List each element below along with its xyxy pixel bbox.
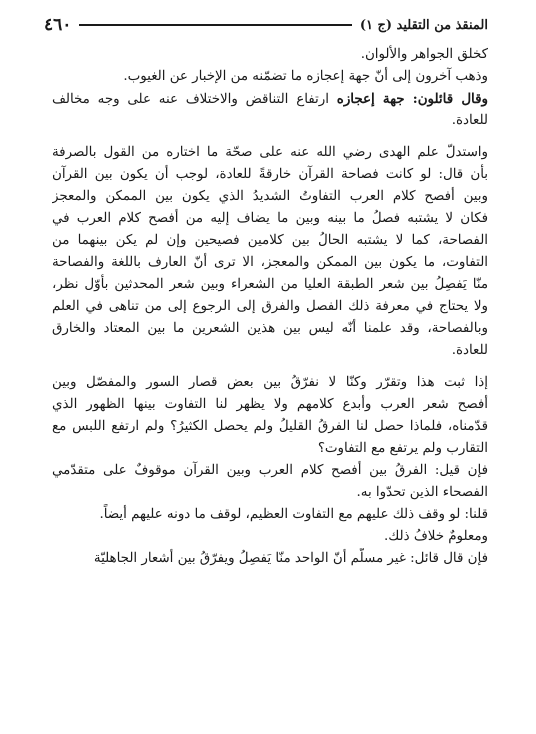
text-line: واستدلّ علم الهدى رضي الله عنه على صحّة ما اختاره من القول بالصرفة	[52, 145, 488, 160]
text-line: للعادة.	[451, 113, 488, 128]
text-line: ولا يحتاج في معرفة ذلك الفصل والفرق إلى الرجوع إلى من تناهى في العلم	[52, 299, 488, 314]
text-line: الفصحاء الذين تحدّوا به.	[356, 485, 488, 500]
page-number: ٤٦٠	[44, 15, 72, 35]
text-line: التقارب ولم يرتفع مع التفاوت؟	[317, 441, 488, 456]
text-line: التفاوت، ما يكون بين الممكن والمعجز، الا ترى أنّ العارف باللغة والفصاحة	[52, 255, 488, 270]
paragraph	[52, 504, 488, 548]
text-line: قدّمناه، فلماذا حصل لنا الفرقُ القليلُ ولم يحصل الكثيرُ؟ ولم ارتفع اللبس مع	[52, 419, 488, 434]
text-line: وبين أفصح كلام العرب التفاوتُ الشديدُ الذي يكون بين الممكن والمعجز	[52, 189, 488, 204]
text-line: وبالفصاحة، وقد علمنا أنّه ليس بين هذين الشعرين ما بين المعتاد والخارق	[52, 321, 488, 336]
paragraph-gap	[52, 362, 488, 372]
text-line: للعادة.	[451, 343, 488, 358]
running-title: المنقذ من التقليد (ج ١)	[359, 17, 488, 33]
text-line: فكان لا يشتبه فصلُ ما بينه وبين ما يضاف إليه من أفصح كلام العرب في	[52, 211, 488, 226]
text-line: ومعلومٌ خلافُ ذلك.	[384, 529, 488, 544]
text-line: أفصح شعر العرب وأبدع كلامهم ولا يظهر لنا التفاوت بينها الظهور الذي	[52, 397, 488, 412]
paragraph	[52, 66, 488, 88]
text-line: قلنا: لو وقف ذلك عليهم مع التفاوت العظيم، لوقف ما دونه عليهم أيضاً.	[99, 507, 488, 522]
header-rule	[79, 24, 351, 26]
paragraph	[52, 88, 488, 132]
page-body	[52, 44, 488, 728]
text-line: منّا يَفصِلُ بين شعر الطبقة العليا من الشعراء وبين شعر المحدثين بأوّل نظر،	[52, 277, 488, 292]
page-header	[44, 14, 488, 36]
text-line: وذهب آخرون إلى أنّ جهة إعجازه ما تضمّنه من الإخبار عن الغيوب.	[123, 69, 488, 84]
text-line: وقال قائلون: جهة إعجازه ارتفاع التناقض والاختلاف عنه على وجه مخالف	[52, 91, 488, 107]
text-line: الفصاحة، كما لا يشتبه الحالُ بين كلامين فصيحين وإن لم يكن بينهما من	[52, 233, 488, 248]
paragraph	[52, 372, 488, 460]
paragraph	[52, 44, 488, 66]
text-line: إذا ثبت هذا وتقرّر وكنّا لا نفرّقُ بين بعض قصار السور والمفصّل وبين	[52, 375, 488, 390]
text-line: فإن قال قائل: غير مسلّم أنّ الواحد منّا يَفصِلُ ويفرّقُ بين أشعار الجاهليّة	[93, 551, 488, 566]
paragraph	[52, 142, 488, 362]
bold-lead-in: وقال قائلون: جهة إعجازه	[336, 91, 488, 107]
text-line: بأن قال: لو كانت فصاحة القرآن خارقةً للعادة، لوجب أن يكون بين القرآن	[52, 167, 488, 182]
paragraph-gap	[52, 132, 488, 142]
text-line: فإن قيل: الفرقُ بين أفصح كلام العرب وبين القرآن موقوفٌ على متقدّمي	[52, 463, 488, 478]
text-line: كخلق الجواهر والألوان.	[360, 47, 488, 62]
paragraph	[52, 460, 488, 504]
paragraph	[52, 548, 488, 570]
